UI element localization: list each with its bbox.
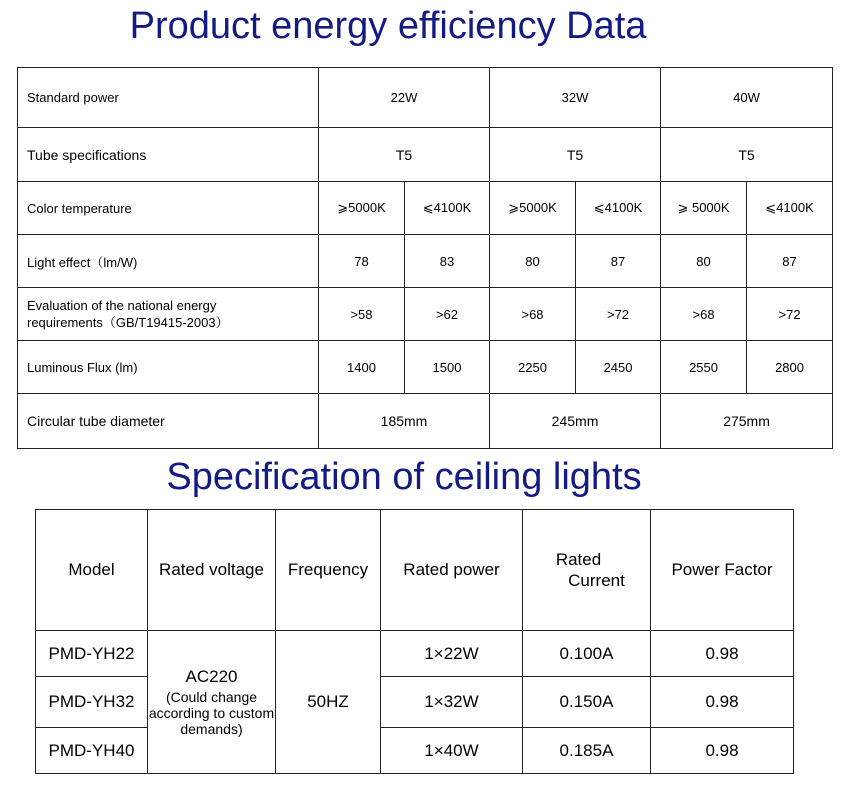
light-effect-cell: 80	[490, 235, 576, 288]
luminous-flux-cell: 1500	[405, 341, 490, 394]
row-light-effect	[18, 235, 833, 288]
evaluation-cell: >68	[490, 288, 576, 341]
color-temp-cell: ⩽4100K	[576, 182, 661, 235]
header-rated-power: Rated power	[381, 510, 523, 631]
header-model: Model	[36, 510, 148, 631]
light-effect-cell: 78	[319, 235, 405, 288]
evaluation-cell: >58	[319, 288, 405, 341]
light-effect-cell: 87	[576, 235, 661, 288]
header-rated-current-line2: Current	[568, 571, 625, 590]
tube-diameter-label: Circular tube diameter	[18, 394, 319, 449]
header-rated-current	[523, 510, 651, 631]
evaluation-cell: >72	[747, 288, 833, 341]
standard-power-label: Standard power	[18, 68, 319, 128]
model-cell: PMD-YH22	[36, 631, 148, 677]
header-frequency: Frequency	[276, 510, 381, 631]
rated-power-cell: 1×22W	[381, 631, 523, 677]
tube-diameter-cell: 185mm	[319, 394, 490, 449]
color-temp-cell: ⩽4100K	[747, 182, 833, 235]
voltage-note: (Could change according to custom demands)	[148, 689, 275, 737]
power-factor-cell: 0.98	[651, 677, 794, 728]
tube-spec-cell: T5	[319, 128, 490, 182]
standard-power-cell: 22W	[319, 68, 490, 128]
tube-spec-label: Tube specifications	[18, 128, 319, 182]
ceiling-lights-spec-table	[35, 509, 794, 774]
luminous-flux-cell: 2800	[747, 341, 833, 394]
rated-voltage-cell	[148, 631, 276, 774]
light-effect-cell: 80	[661, 235, 747, 288]
color-temp-cell: ⩽4100K	[405, 182, 490, 235]
light-effect-label: Light effect（lm/W)	[18, 235, 319, 288]
luminous-flux-cell: 2550	[661, 341, 747, 394]
luminous-flux-cell: 2250	[490, 341, 576, 394]
power-factor-cell: 0.98	[651, 631, 794, 677]
model-cell: PMD-YH40	[36, 728, 148, 774]
model-cell: PMD-YH32	[36, 677, 148, 728]
evaluation-cell: >62	[405, 288, 490, 341]
header-rated-current-line1: Rated	[555, 550, 602, 569]
color-temp-cell: ⩾ 5000K	[661, 182, 747, 235]
tube-diameter-cell: 245mm	[490, 394, 661, 449]
rated-current-cell: 0.185A	[523, 728, 651, 774]
evaluation-cell: >72	[576, 288, 661, 341]
color-temp-cell: ⩾5000K	[319, 182, 405, 235]
tube-diameter-cell: 275mm	[661, 394, 833, 449]
row-tube-diameter	[18, 394, 833, 449]
evaluation-label	[18, 288, 319, 341]
rated-current-cell: 0.150A	[523, 677, 651, 728]
voltage-value: AC220	[185, 667, 238, 686]
light-effect-cell: 83	[405, 235, 490, 288]
table-row	[36, 631, 794, 677]
standard-power-cell: 40W	[661, 68, 833, 128]
luminous-flux-cell: 2450	[576, 341, 661, 394]
spec-table-title: Specification of ceiling lights	[166, 456, 642, 498]
color-temp-cell: ⩾5000K	[490, 182, 576, 235]
luminous-flux-cell: 1400	[319, 341, 405, 394]
color-temp-label: Color temperature	[18, 182, 319, 235]
frequency-cell: 50HZ	[276, 631, 381, 774]
light-effect-cell: 87	[747, 235, 833, 288]
row-evaluation	[18, 288, 833, 341]
energy-table-title: Product energy efficiency Data	[129, 5, 647, 47]
rated-current-cell: 0.100A	[523, 631, 651, 677]
row-tube-spec	[18, 128, 833, 182]
row-color-temperature	[18, 182, 833, 235]
rated-power-cell: 1×32W	[381, 677, 523, 728]
row-luminous-flux	[18, 341, 833, 394]
row-standard-power	[18, 68, 833, 128]
header-rated-voltage: Rated voltage	[148, 510, 276, 631]
luminous-flux-label: Luminous Flux (lm)	[18, 341, 319, 394]
evaluation-label-line2: requirements（GB/T19415-2003）	[27, 315, 229, 330]
tube-spec-cell: T5	[661, 128, 833, 182]
spec-header-row	[36, 510, 794, 631]
tube-spec-cell: T5	[490, 128, 661, 182]
evaluation-cell: >68	[661, 288, 747, 341]
evaluation-label-line1: Evaluation of the national energy	[27, 298, 217, 313]
rated-power-cell: 1×40W	[381, 728, 523, 774]
energy-efficiency-table	[17, 67, 833, 449]
power-factor-cell: 0.98	[651, 728, 794, 774]
standard-power-cell: 32W	[490, 68, 661, 128]
header-power-factor: Power Factor	[651, 510, 794, 631]
